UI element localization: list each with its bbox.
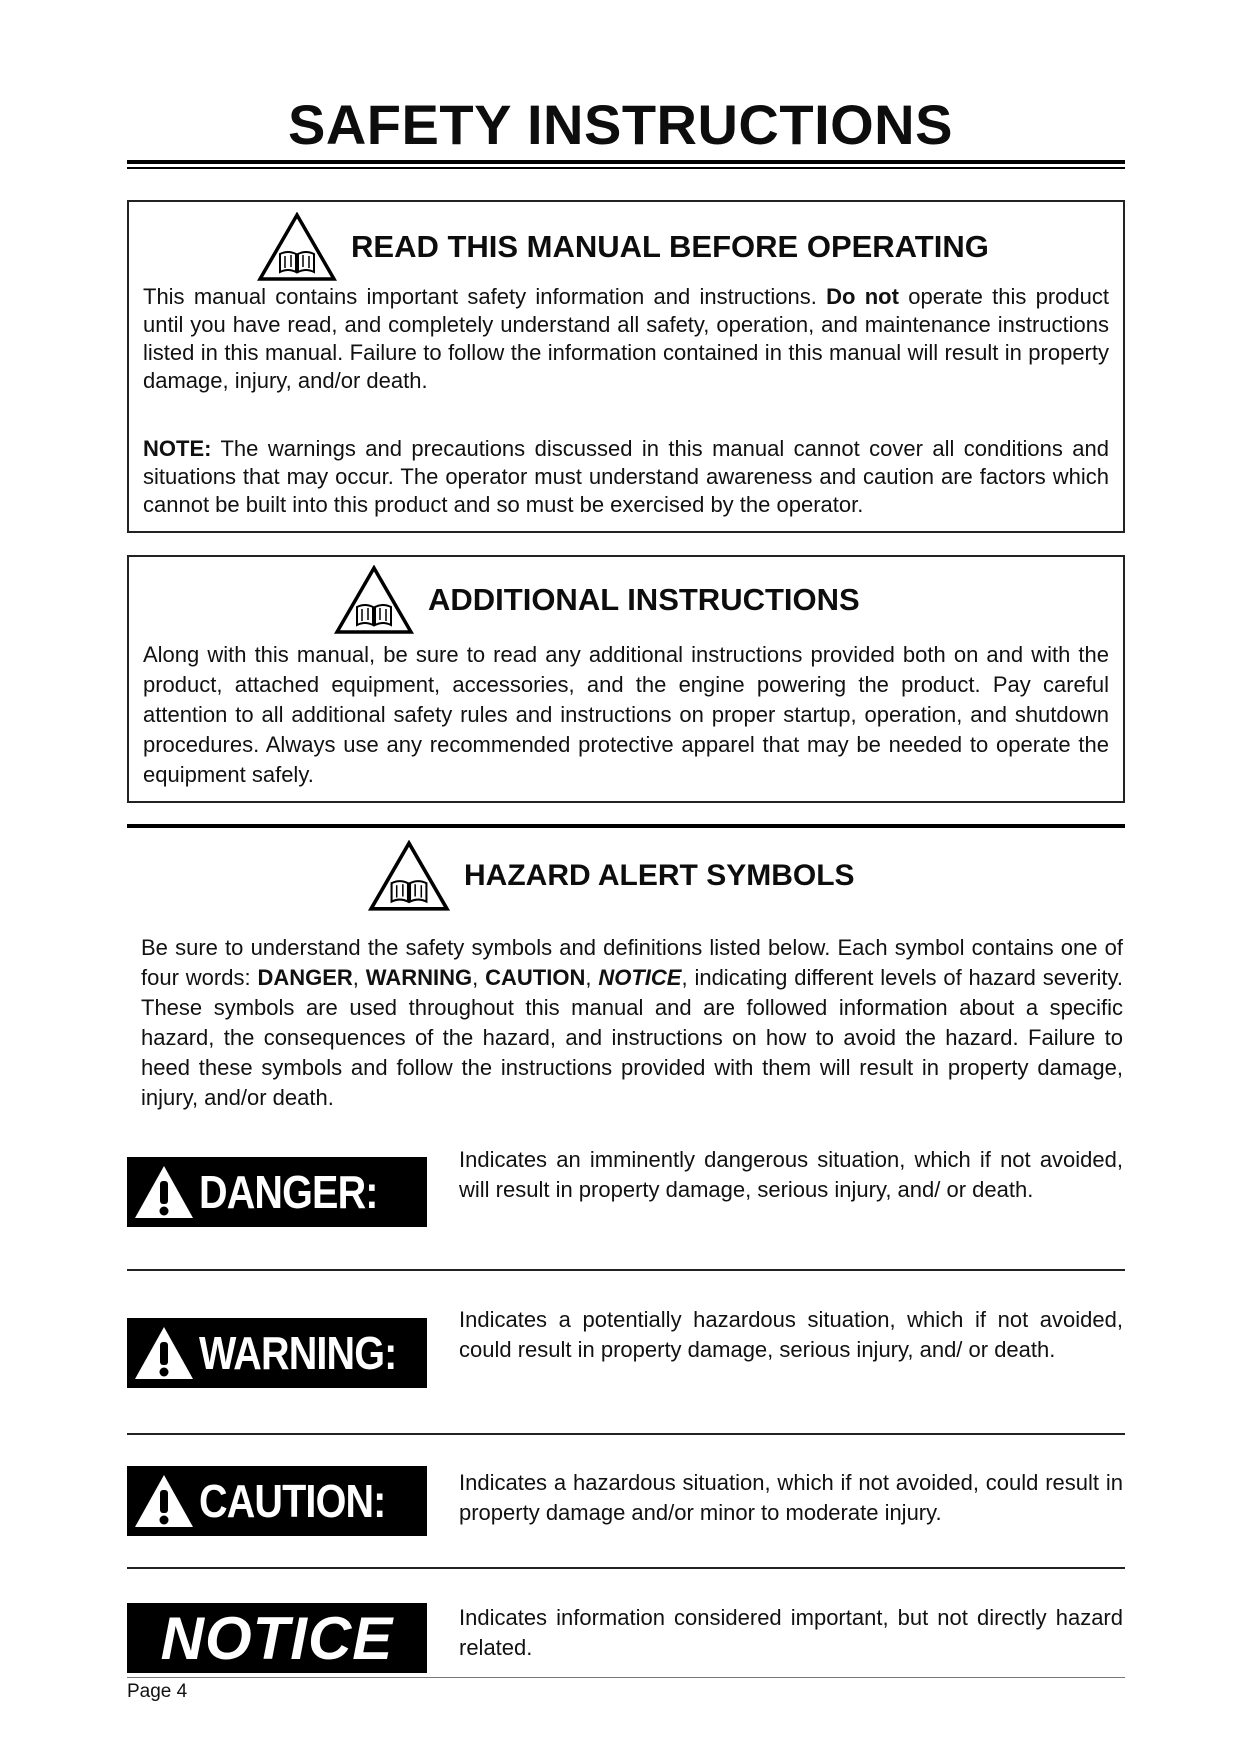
additional-instructions-box [127,555,1125,803]
warning-divider [127,1433,1125,1435]
read-manual-heading: READ THIS MANUAL BEFORE OPERATING [351,229,989,264]
notice-description: Indicates information considered important, but not directly hazard related. [459,1605,1123,1660]
danger-word: DANGER: [199,1166,378,1218]
read-manual-header [257,212,989,282]
hazard-section-rule [127,824,1125,828]
word-danger: DANGER [257,965,353,990]
read-manual-box [127,200,1125,533]
page-title: SAFETY INSTRUCTIONS [288,93,953,156]
warning-signal-label [127,1318,427,1388]
caution-signal-label [127,1466,427,1536]
page-number: Page 4 [127,1681,188,1702]
additional-heading: ADDITIONAL INSTRUCTIONS [428,582,860,617]
danger-divider [127,1269,1125,1271]
read-manual-note: NOTE: The warnings and precautions discussed in this manual cannot cover all conditions and situations that may occur. The operator must understand awareness and caution are factors which cannot be built into this product and so must be exercised by the operator. [143,436,1109,517]
hazard-heading: HAZARD ALERT SYMBOLS [464,859,855,892]
safety-manual-icon [368,840,450,912]
word-caution: CAUTION [485,965,586,990]
caution-word: CAUTION: [199,1475,386,1527]
title-rule-top [127,160,1125,164]
title-rule-bottom [127,167,1125,169]
warning-triangle-icon [133,1164,195,1220]
warning-description: Indicates a potentially hazardous situation, which if not avoided, could result in property damage, serious injury, and/ or death. [459,1307,1123,1362]
word-warning: WARNING [365,965,473,990]
caution-description: Indicates a hazardous situation, which if not avoided, could result in property damage and/or minor to moderate injury. [459,1470,1123,1525]
safety-manual-icon [334,565,414,635]
danger-description: Indicates an imminently dangerous situation, which if not avoided, will result in property damage, serious injury, and/ or death. [459,1147,1123,1202]
word-notice: NOTICE [598,965,682,990]
additional-header [334,565,860,635]
read-manual-paragraph: This manual contains important safety information and instructions. Do not operate this product until you have read, and completely understand all safety, operation, and maintenance instructions listed in this manual. Failure to follow the information contained in this manual will result in property damage, injury, and/or death. [143,284,1109,393]
hazard-header [368,840,855,912]
footer-rule [127,1677,1125,1678]
safety-manual-icon [257,212,337,282]
notice-signal-label: NOTICE [127,1603,427,1673]
caution-divider [127,1567,1125,1569]
warning-word: WARNING: [199,1327,397,1379]
warning-triangle-icon [133,1473,195,1529]
hazard-intro: Be sure to understand the safety symbols and definitions listed below. Each symbol contains one of four words: DANGER, WARNING, CAUTION, NOTICE, indicating different levels of hazard severity. These symbols are used throughout this manual and are followed information about a specific hazard, the consequences of the hazard, and instructions on how to avoid the hazard. Failure to heed these symbols and follow the instructions provided with them will result in property damage, injury, and/or death. [141,935,1123,1110]
additional-paragraph: Along with this manual, be sure to read any additional instructions provided both on and with the product, attached equipment, accessories, and the engine powering the product. Pay careful attention to all additional safety rules and instructions on proper startup, operation, and shutdown procedures. Always use any recommended protective apparel that may be needed to operate the equipment safely. [143,642,1109,787]
note-label: NOTE: [143,436,212,461]
danger-signal-label [127,1157,427,1227]
do-not-emphasis: Do not [826,284,899,309]
warning-triangle-icon [133,1325,195,1381]
